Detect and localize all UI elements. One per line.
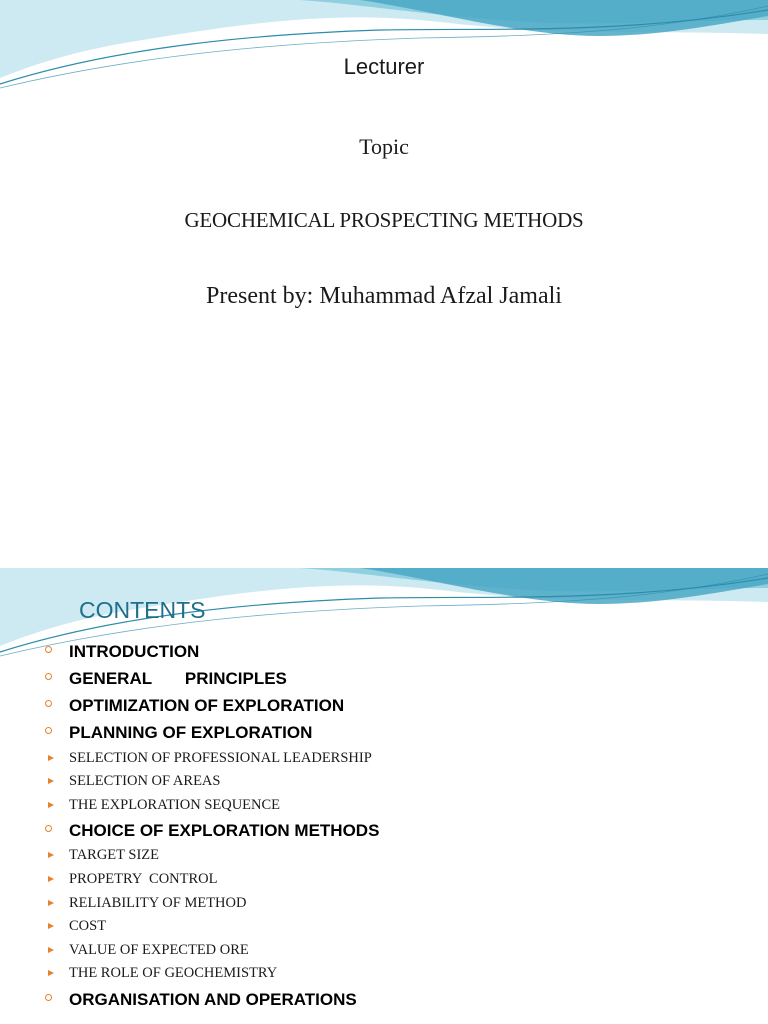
list-item-label: PROPETRY CONTROL: [69, 871, 218, 887]
circle-bullet-icon: [45, 646, 52, 653]
circle-bullet-icon: [45, 727, 52, 734]
circle-bullet-icon: [45, 994, 52, 1001]
arrow-bullet-icon: [48, 876, 54, 882]
topic-label: Topic: [359, 134, 409, 159]
slide-title: Lecturer: [343, 54, 425, 79]
list-item-label: COST: [69, 918, 107, 934]
list-item: [0, 964, 768, 988]
list-item: [0, 796, 768, 820]
list-item: [0, 894, 768, 918]
arrow-bullet-icon: [48, 778, 54, 784]
list-item-label: VALUE OF EXPECTED ORE: [69, 942, 249, 958]
list-item: [0, 941, 768, 965]
list-item: [0, 988, 768, 1012]
list-item: [0, 694, 768, 718]
arrow-bullet-icon: [48, 923, 54, 929]
circle-bullet-icon: [45, 825, 52, 832]
topic-title: GEOCHEMICAL PROSPECTING METHODS: [184, 208, 584, 232]
list-item-label: ORGANISATION AND OPERATIONS: [69, 990, 357, 1009]
arrow-bullet-icon: [48, 755, 54, 761]
list-item: [0, 667, 768, 691]
list-item-label: RELIABILITY OF METHOD: [69, 895, 247, 911]
list-item-label: TARGET SIZE: [69, 847, 159, 863]
list-item-label: OPTIMIZATION OF EXPLORATION: [69, 696, 345, 715]
arrow-bullet-icon: [48, 852, 54, 858]
contents-slide: [0, 568, 768, 1024]
list-item-label: CHOICE OF EXPLORATION METHODS: [69, 821, 380, 840]
circle-bullet-icon: [45, 673, 52, 680]
list-item: [0, 640, 768, 664]
arrow-bullet-icon: [48, 970, 54, 976]
arrow-bullet-icon: [48, 947, 54, 953]
list-item-label: SELECTION OF AREAS: [69, 773, 221, 789]
presenter-line: Present by: Muhammad Afzal Jamali: [206, 283, 562, 309]
arrow-bullet-icon: [48, 900, 54, 906]
list-item: [0, 917, 768, 941]
list-item-label: GENERAL PRINCIPLES: [69, 669, 287, 688]
wave-banner: [0, 0, 768, 100]
list-item-label: PLANNING OF EXPLORATION: [69, 723, 313, 742]
contents-heading: CONTENTS: [79, 597, 206, 623]
list-item: [0, 772, 768, 796]
arrow-bullet-icon: [48, 802, 54, 808]
list-item: [0, 749, 768, 773]
list-item-label: THE ROLE OF GEOCHEMISTRY: [69, 965, 278, 981]
list-item-label: THE EXPLORATION SEQUENCE: [69, 797, 281, 813]
list-item: [0, 870, 768, 894]
list-item: [0, 846, 768, 870]
list-item-label: SELECTION OF PROFESSIONAL LEADERSHIP: [69, 750, 372, 766]
list-item-label: INTRODUCTION: [69, 642, 200, 661]
circle-bullet-icon: [45, 700, 52, 707]
list-item: [0, 819, 768, 843]
list-item: [0, 721, 768, 745]
